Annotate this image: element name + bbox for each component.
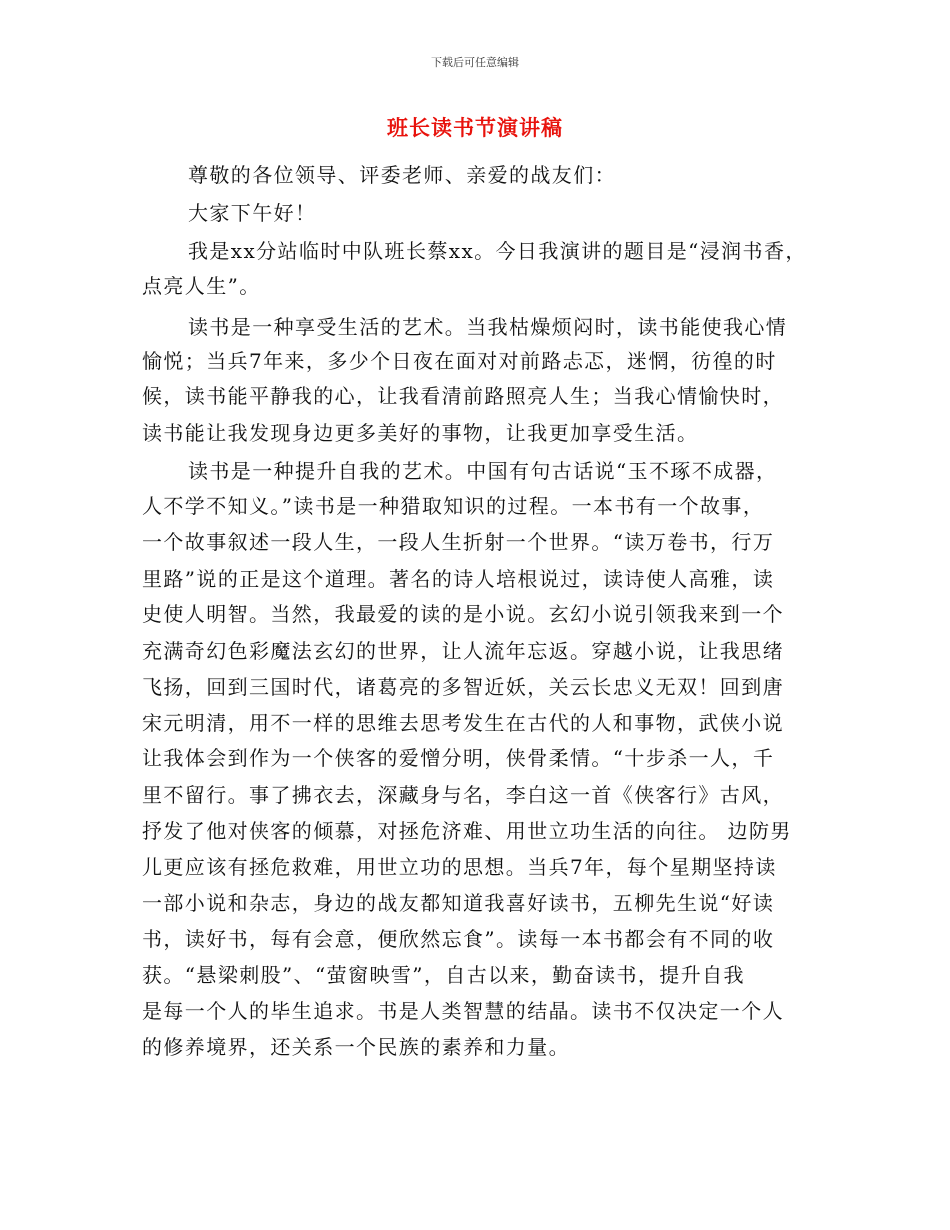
paragraph-line: 的修养境界，还关系一个民族的素养和力量。	[142, 1035, 570, 1059]
paragraph-line: 抒发了他对侠客的倾慕，对拯危济难、用世立功生活的向往。 边防男	[142, 819, 792, 843]
paragraph-line: 让我体会到作为一个侠客的爱憎分明，侠骨柔情。“十步杀一人，千	[142, 746, 775, 770]
paragraph-line: 宋元明清，用不一样的思维去思考发生在古代的人和事物，武侠小说	[142, 711, 784, 735]
paragraph-line: 里不留行。事了拂衣去，深藏身与名，李白这一首《侠客行》古风，	[142, 783, 784, 807]
paragraph-line: 愉悦；当兵7年来，多少个日夜在面对对前路忐忑，迷惘，彷徨的时	[142, 349, 777, 373]
paragraph-line: 读书是一种享受生活的艺术。当我枯燥烦闷时，读书能使我心情	[188, 315, 788, 339]
paragraph-line: 史使人明智。当然，我最爱的读的是小说。玄幻小说引领我来到一个	[142, 602, 784, 626]
paragraph-line: 一部小说和杂志，身边的战友都知道我喜好读书，五柳先生说“好读	[142, 891, 775, 915]
document-title: 班长读书节演讲稿	[387, 115, 563, 140]
paragraph-line: 一个故事叙述一段人生，一段人生折射一个世界。“读万卷书，行万	[142, 530, 775, 554]
paragraph-line: 候，读书能平静我的心，让我看清前路照亮人生；当我心情愉快时，	[142, 384, 784, 408]
paragraph-line: 是每一个人的毕生追求。书是人类智慧的结晶。读书不仅决定一个人	[142, 999, 784, 1023]
paragraph-line: 人不学不知义。”读书是一种猎取知识的过程。一本书有一个故事，	[142, 494, 765, 518]
paragraph-line: 点亮人生”。	[142, 274, 261, 298]
greeting-line: 大家下午好！	[188, 201, 317, 225]
paragraph-line: 飞扬，回到三国时代，诸葛亮的多智近妖，关云长忠义无双！回到唐	[142, 675, 784, 699]
paragraph-line: 书，读好书，每有会意，便欣然忘食”。读每一本书都会有不同的收	[142, 927, 775, 951]
paragraph-line: 我是xx分站临时中队班长蔡xx。今日我演讲的题目是“浸润书香，	[188, 239, 807, 263]
paragraph-line: 充满奇幻色彩魔法玄幻的世界，让人流年忘返。穿越小说，让我思绪	[142, 639, 784, 663]
paragraph-line: 获。“悬梁刺股”、“萤窗映雪”，自古以来，勤奋读书，提升自我	[142, 963, 745, 987]
paragraph-line: 读书是一种提升自我的艺术。中国有句古话说“玉不琢不成器，	[188, 459, 778, 483]
paragraph-line: 读书能让我发现身边更多美好的事物，让我更加享受生活。	[142, 421, 699, 445]
paragraph-line: 里路”说的正是这个道理。著名的诗人培根说过，读诗使人高雅，读	[142, 567, 775, 591]
header-note: 下载后可任意编辑	[431, 56, 519, 69]
salutation-line: 尊敬的各位领导、评委老师、亲爱的战友们：	[188, 163, 616, 187]
paragraph-line: 儿更应该有拯危救难，用世立功的思想。当兵7年，每个星期坚持读	[142, 855, 777, 879]
